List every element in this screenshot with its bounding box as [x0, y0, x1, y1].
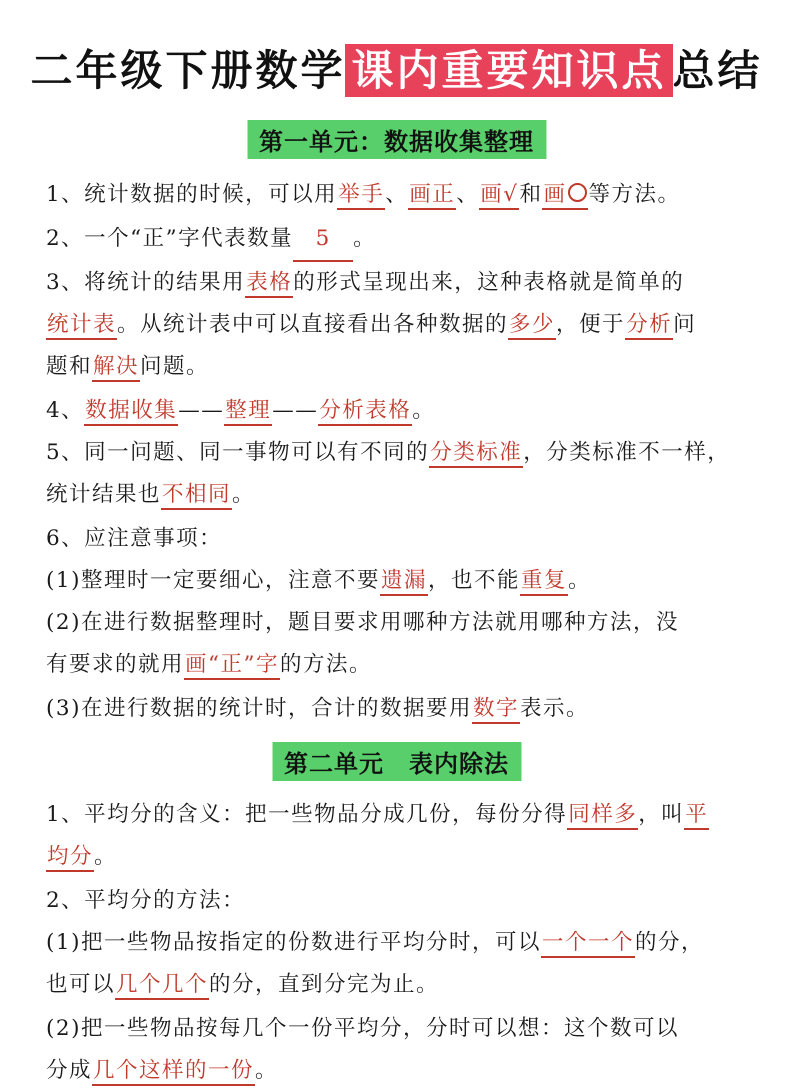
- text: 。: [568, 568, 592, 593]
- answer: 数据收集: [84, 398, 178, 426]
- unit2-item-2-2: [46, 1008, 768, 1092]
- text: ，也不能: [427, 568, 520, 593]
- text: 和: [519, 182, 543, 207]
- answer: 举手: [337, 182, 385, 210]
- unit1-item-6: 6、应注意事项：: [46, 526, 223, 551]
- unit1-item-3: [46, 262, 768, 388]
- text: 问: [673, 312, 697, 337]
- page-title: [0, 38, 793, 98]
- line: [46, 346, 768, 388]
- title-highlight: 课内重要知识点: [345, 44, 672, 97]
- text: 5、同一问题、同一事物可以有不同的: [46, 440, 430, 465]
- text: 的方法。: [280, 652, 373, 677]
- answer: 几个几个: [115, 972, 209, 1000]
- text: 分成: [46, 1058, 93, 1083]
- answer: 多少: [508, 312, 556, 340]
- line: [46, 304, 768, 346]
- answer: 不相同: [161, 482, 232, 510]
- unit2-item-2: 2、平均分的方法：: [46, 888, 246, 913]
- unit1-item-5: [46, 432, 768, 516]
- text: 、: [456, 182, 480, 207]
- text: (1)把一些物品按指定的份数进行平均分时，可以: [46, 930, 541, 955]
- text: 4、: [46, 398, 85, 423]
- line: [46, 836, 768, 878]
- text: 的形式呈现出来，这种表格就是简单的: [293, 270, 685, 295]
- text: (3)在进行数据的统计时，合计的数据要用: [46, 696, 472, 721]
- answer: 解决: [92, 354, 140, 382]
- text: 。: [232, 482, 256, 507]
- line: [46, 474, 768, 516]
- text: 1、统计数据的时候，可以用: [46, 182, 338, 207]
- line: [46, 432, 768, 474]
- text: 表示。: [519, 696, 589, 721]
- text: (1)整理时一定要细心，注意不要: [46, 568, 380, 593]
- line: [46, 964, 768, 1006]
- unit2-banner: 第二单元 表内除法: [272, 742, 521, 781]
- text: ——: [272, 398, 319, 423]
- line: (2)把一些物品按每几个一份平均分，分时可以想：这个数可以: [46, 1016, 679, 1041]
- text: 3、将统计的结果用: [46, 270, 246, 295]
- text: 2、一个“正”字代表数量: [46, 226, 294, 251]
- answer: 几个这样的一份: [92, 1058, 255, 1086]
- text: 。: [412, 398, 436, 423]
- line: (2)在进行数据整理时，题目要求用哪种方法就用哪种方法，没: [46, 610, 679, 635]
- text: 的分，: [634, 930, 704, 955]
- text: 的分，直到分完为止。: [209, 972, 440, 997]
- title-prefix: 二年级下册数学: [30, 46, 346, 95]
- text: 、: [385, 182, 409, 207]
- fill-blank: 5: [293, 218, 353, 262]
- answer: 分析表格: [318, 398, 412, 426]
- answer: 数字: [472, 696, 520, 724]
- text: 等方法。: [588, 182, 681, 207]
- text: 题和: [46, 354, 93, 379]
- text: 。: [255, 1058, 279, 1083]
- answer: 均分: [46, 844, 94, 872]
- text: ——: [178, 398, 225, 423]
- title-suffix: 总结: [672, 46, 763, 95]
- text: 。从统计表中可以直接看出各种数据的: [117, 312, 509, 337]
- text: 问题。: [140, 354, 210, 379]
- unit2-item-2-1: [46, 922, 768, 1006]
- unit2-item-1: [46, 794, 768, 878]
- answer: 遗漏: [380, 568, 428, 596]
- text: 。: [94, 844, 118, 869]
- line: [46, 1050, 768, 1092]
- text: 有要求的就用: [46, 652, 185, 677]
- text: 。: [353, 226, 377, 251]
- answer-circle: 画: [542, 182, 588, 210]
- circle-icon: [568, 183, 587, 202]
- answer: 一个一个: [541, 930, 635, 958]
- answer: 重复: [520, 568, 568, 596]
- answer: 统计表: [46, 312, 117, 340]
- text: ，叫: [638, 802, 685, 827]
- answer: 画“正”字: [184, 652, 280, 680]
- text: ，分类标准不一样，: [523, 440, 731, 465]
- line: [46, 644, 768, 686]
- unit1-banner: 第一单元：数据收集整理: [247, 120, 546, 159]
- text: 1、平均分的含义：把一些物品分成几份，每份分得: [46, 802, 568, 827]
- line: [46, 794, 768, 836]
- unit1-item-4: [46, 390, 768, 432]
- unit1-item-2: [46, 218, 768, 262]
- answer: 分析: [625, 312, 673, 340]
- unit1-item-6-2: [46, 602, 768, 686]
- text: ，便于: [556, 312, 626, 337]
- unit1-item-1: [46, 174, 768, 216]
- answer: 画√: [479, 182, 519, 210]
- answer: 表格: [245, 270, 293, 298]
- unit1-item-6-1: [46, 560, 768, 602]
- line: [46, 262, 768, 304]
- answer: 分类标准: [429, 440, 523, 468]
- answer: 画正: [408, 182, 456, 210]
- answer: 整理: [224, 398, 272, 426]
- line: [46, 922, 768, 964]
- answer: 同样多: [567, 802, 638, 830]
- unit1-item-6-3: [46, 688, 768, 730]
- text: 统计结果也: [46, 482, 162, 507]
- text: 也可以: [46, 972, 116, 997]
- answer: 平: [684, 802, 709, 830]
